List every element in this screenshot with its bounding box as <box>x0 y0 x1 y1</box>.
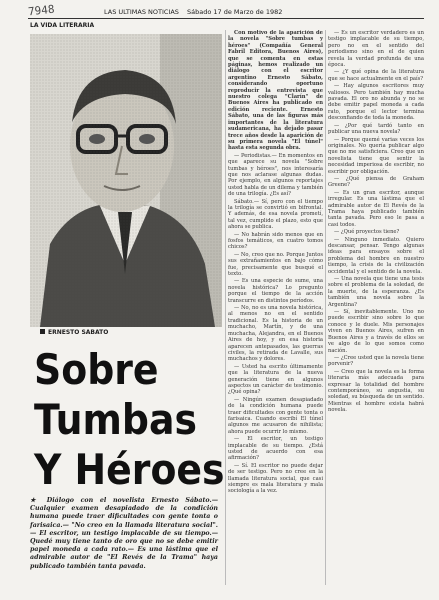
article-deck: ★ Diálogo con el novelista Ernesto Sábato.— Cualquier examen desapiadado de la condición humana puede traer dificultades con gente tonta o farisaica.— "No creo en la llamada literatura social".— El escritor, un testigo implacable de su tiempo.— Quedé muy tiene tanto de oro que no se debe emitir papel moneda a cada rato.— Es una lástima que el admirable autor de "El Revés de la Trama" haya publicado también tanta pavada. <box>30 497 218 570</box>
paragraph: Sábato.— Sí, pero con el tiempo la trilogía se convirtió en bifrontal. Y además, de esa novela prometí, tal vez, cumplido el plazo, esto que ahora se publica. <box>228 198 323 231</box>
paragraph: — Usted ha escrito últimamente que la literatura de la nueva generación tiene en algunos aspectos un carácter de testimonio. ¿Qué opina? <box>228 363 323 396</box>
paragraph: — ¿Cree usted que la novela tiene porvenir? <box>328 354 424 368</box>
paragraph: — Sí. El escritor no puede dejar de ser testigo. Pero no cree en la llamada literatura social, que casi siempre es mala literatura y mala sociología a la vez. <box>228 462 323 495</box>
caption-square-icon <box>40 329 45 334</box>
masthead <box>104 8 424 16</box>
paragraph: — Hay algunos escritores muy valiosos. Pero también hay mucha pavada. El oro no abunda y no se debe emitir papel moneda a cada rato, porque el lector termina desconfiando de toda la moneda. <box>328 83 424 122</box>
section-title: LA VIDA LITERARIA <box>30 22 95 29</box>
publication-date: Sábado 17 de Marzo de 1982 <box>187 8 283 16</box>
column-divider <box>325 30 326 585</box>
paragraph: — Ninguno inmediato. Quiero descansar, pensar. Tengo algunas ideas para ensayos sobre el problema del hombre en nuestro tiempo, la crisis de la civilización occidental y el sentido de la novela. <box>328 236 424 275</box>
paragraph: — Porque quemé varias veces los originales. No quería publicar algo que no me satisficiera. Creo que un novelista tiene que sentir la necesidad imperiosa de escribir, no escribir por obligación. <box>328 136 424 175</box>
paragraph: — Sí, inevitablemente. Uno no puede escribir sino sobre lo que conoce y le duele. Mis personajes viven en Buenos Aires, sufren en Buenos Aires y a través de ellos se ve algo de lo que somos como nación. <box>328 309 424 354</box>
portrait-illustration <box>30 34 222 327</box>
paragraph: — Creo que la novela es la forma literaria más adecuada para expresar la totalidad del hombre contemporáneo, su angustia, su soledad, su búsqueda de un sentido. Mientras el hombre exista habrá novela. <box>328 368 424 414</box>
paragraph: — No habrán sido menos que en fosfos temáticos, en cuatro tomos chicos? <box>228 231 323 251</box>
column-divider <box>225 30 226 585</box>
headline-line-3: Y Héroes <box>34 445 225 494</box>
paragraph: — ¿Qué proyectos tiene? <box>334 229 400 236</box>
article-column-1 <box>228 30 323 585</box>
paragraph: — ¿Por qué tardó tanto en publicar una nueva novela? <box>328 122 424 136</box>
caption-text: ERNESTO SABATO <box>48 329 109 336</box>
paragraph: — ¿Qué piensa de Graham Greene? <box>328 175 424 189</box>
paragraph: — Una novela que tiene una tesis sobre el problema de la soledad, de la muerte, de la esperanza. ¿Es también una novela sobre la Argentina? <box>328 276 424 308</box>
handwritten-archive-number: 7948 <box>27 2 56 19</box>
article-column-2 <box>328 30 424 585</box>
headline-line-2: Tumbas <box>34 395 197 444</box>
paragraph: — Es una especie de sume, una novela histórica? Lo pregunto porque el tiempo de la acción transcurre en distintos períodos. <box>228 278 323 304</box>
paragraph: — Es un escritor verdadero es un testigo implacable de su tiempo, pero no en el sentido del periodismo sino en el de quien revela la verdad profunda de una época. <box>328 30 424 69</box>
paragraph: — No, no es una novela histórica, al menos no en el sentido tradicional. Es la historia de un muchacho, Martín, y de una muchacha, Alejandra, en el Buenos Aires de hoy, y en esa historia aparecen antepasados, las guerras civiles, la retirada de Lavalle, sus muchachos y dolores. <box>228 305 323 363</box>
masthead-rule <box>28 18 424 19</box>
article-headline <box>34 345 225 495</box>
paragraph: — Ningún examen desapiadado de la condición humana puede traer dificultades con gente tonta o farisaica. Cuando escribí El túnel algunos me acusaron de nihilista; ahora puede ocurrir lo mismo. <box>228 396 323 435</box>
paragraph: — ¿Y qué opina de la literatura que se hace actualmente en el país? <box>328 69 424 82</box>
paragraph: Con motivo de la aparición de la novela "Sobre tumbas y héroes" (Compañía General Fabril Editora, Buenos Aires), que se comenta en estas páginas, hemos realizado un diálogo con el escritor argentino Ernesto Sábato, considerando oportuno reproducir la entrevista que nuestro colega "Clarín" de Buenos Aires ha publicado en edición reciente. Ernesto Sábato, una de las figuras más importantes de la literatura sudamericana, ha dejado pasar trece años desde la aparición de su primera novela "El túnel" hasta esta segunda obra. <box>228 30 323 152</box>
paragraph: — No, creo que no. Porque Juntos sus extrañamientos en bajo cómo fue, precisamente que busqué el texto. <box>228 251 323 278</box>
headline-line-1: Sobre <box>34 345 159 394</box>
paragraph: — Es un gran escritor, aunque irregular. Es una lástima que el admirable autor de El Revés de la Trama haya publicado también tanta pavada. Pero eso le pasa a casi todos. <box>328 189 424 228</box>
paragraph: — El escritor, un testigo implacable de su tiempo. ¿Está usted de acuerdo con esa afirmación? <box>228 436 323 462</box>
paragraph: — Periodistas.— En momentos en que aparece su novela "Sobre tumbas y héroes", nos interesaría que nos aclarase algunas dudas. Por ejemplo, en algunos reportajes usted habla de un dilema y también de una trilogía. ¿Es así? <box>228 152 323 198</box>
photo-caption <box>40 329 108 336</box>
portrait-photo <box>30 34 222 327</box>
newspaper-name: LAS ULTIMAS NOTICIAS <box>104 8 179 16</box>
